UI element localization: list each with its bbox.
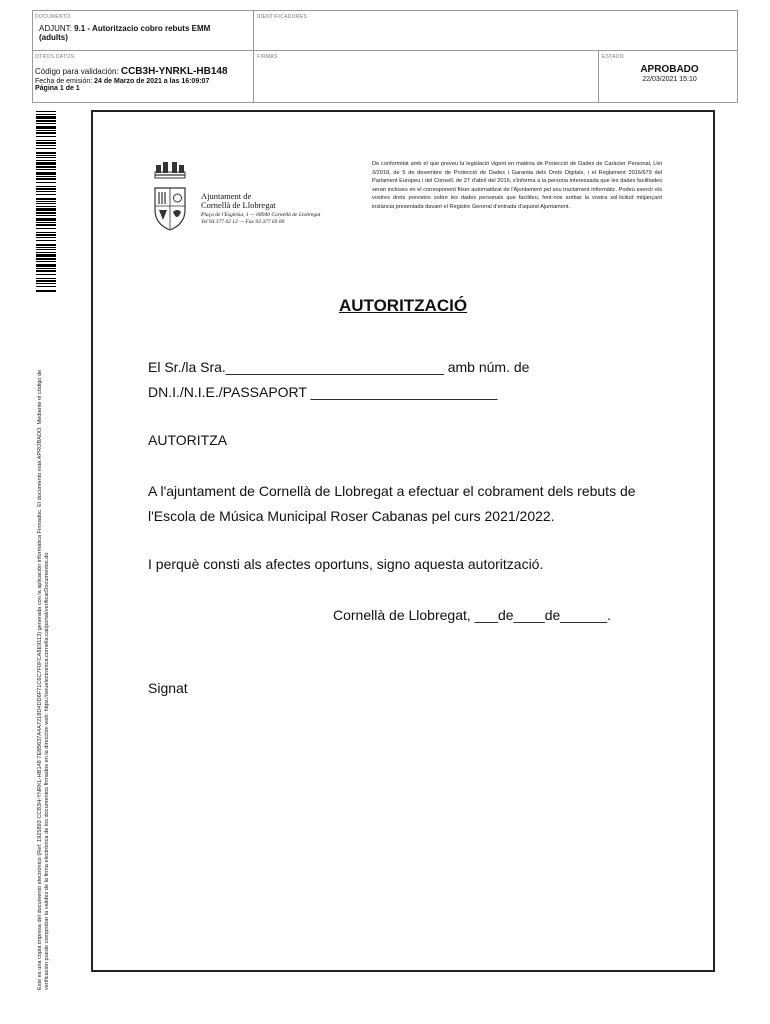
estado-cell bbox=[599, 51, 737, 102]
org-line1: Ajuntament de bbox=[201, 191, 252, 201]
identificadores-cell bbox=[254, 11, 737, 51]
body-line-authorization: A l'ajuntament de Cornellà de Llobregat a efectuar el cobrament dels rebuts de bbox=[148, 483, 636, 499]
document-title bbox=[39, 24, 229, 42]
document-header bbox=[32, 10, 738, 103]
privacy-notice: De conformitat amb el que preveu la legislació vigent en matèria de Protecció de Dades de Caràcter Personal, Llei 3/2018, de 5 de desembre de Protecció de Dades i Garantia dels Drets Digitals, i el Reglament 2016/679 del Parlament Europeu i del Consell, de 27 d'abril del 2016, s'informa a la persona interessada que les dades facilitades seran incloses en el corresponent fitxer automatitzat de l'Ajuntament pel seu tractament informàtic. Podeu exercir els vostres drets previstos sobre les dades personals que faciliteu, fent-nos arribar la vostra sol·licitud mitjançant instància presentada davant el Registre General d'entrada d'aquest Ajuntament. bbox=[372, 161, 662, 210]
identificadores-label: IDENTIFICADORES bbox=[257, 14, 308, 20]
barcode-stripe bbox=[36, 292, 56, 293]
organization-name bbox=[201, 192, 276, 210]
status-date: 22/03/2021 15:10 bbox=[642, 76, 697, 83]
documento-cell bbox=[33, 11, 254, 51]
page-frame bbox=[91, 110, 715, 972]
validation-code bbox=[35, 66, 253, 77]
emission-date bbox=[35, 78, 253, 85]
page-count: Página 1 de 1 bbox=[35, 85, 80, 92]
coat-of-arms-logo bbox=[151, 158, 189, 234]
emission-date-value: 24 de Marzo de 2021 a las 16:09:07 bbox=[94, 78, 210, 85]
org-line2: Cornellà de Llobregat bbox=[201, 200, 276, 210]
firmas-cell bbox=[254, 51, 599, 102]
body-line-name: El Sr./la Sra.____________________________ amb núm. de bbox=[148, 359, 530, 375]
validation-code-value: CCB3H-YNRKL-HB148 bbox=[120, 66, 228, 77]
body-line-closing: I perquè consti als afectes oportuns, signo aquesta autorització. bbox=[148, 556, 544, 572]
addr-line2: Tel 93 377 02 12 — Fax 93 377 69 00 bbox=[201, 218, 285, 225]
signature-label: Signat bbox=[148, 680, 188, 696]
document-title-text: 9.1 - Autoritzacio cobro rebuts EMM (adults) bbox=[39, 24, 211, 42]
document-prefix: ADJUNT: bbox=[39, 24, 72, 33]
status-badge: APROBADO bbox=[640, 64, 699, 75]
otros-datos-label: OTROS DATOS bbox=[35, 54, 75, 60]
addr-line1: Plaça de l'Església, 1 — 08940 Cornellà de Llobregat bbox=[201, 212, 321, 218]
firmas-label: FIRMAS bbox=[257, 54, 278, 60]
emission-date-label: Fecha de emisión: bbox=[35, 78, 93, 85]
body-line-school: l'Escola de Música Municipal Roser Cabanas pel curs 2021/2022. bbox=[148, 508, 555, 524]
organization-address bbox=[201, 212, 320, 225]
body-line-id: DN.I./N.I.E./PASSAPORT ________________________ bbox=[148, 384, 498, 400]
verification-side-text bbox=[37, 300, 51, 990]
estado-label: ESTADO bbox=[602, 54, 624, 60]
barcode bbox=[36, 111, 56, 293]
body-line-autoritza: AUTORITZA bbox=[148, 432, 228, 448]
side-text-line1: Este es una copia impresa del documento electrónico (Ref: 1925893 CCB3H-YNRKL-HB148 7E8B637A4A7218D4DD6F71C6C7F0FCA8E9113) generada con la aplicación informática Firmadoc. El documento está APROBADO. Mediante el código de bbox=[37, 369, 43, 990]
document-heading: AUTORITZACIÓ bbox=[338, 296, 468, 315]
validation-cell bbox=[33, 51, 254, 102]
side-text-line2: verificación puede comprobar la validez de la firma electrónica de los documentos firmados en la dirección web: https://seuelectronica.cornella.cat/portal/verificarDocumentos.do bbox=[44, 552, 50, 990]
place-date-line: Cornellà de Llobregat, ___de____de______. bbox=[333, 607, 611, 623]
validation-code-label: Código para validación: bbox=[35, 67, 119, 76]
documento-label: DOCUMENTO bbox=[35, 14, 71, 20]
